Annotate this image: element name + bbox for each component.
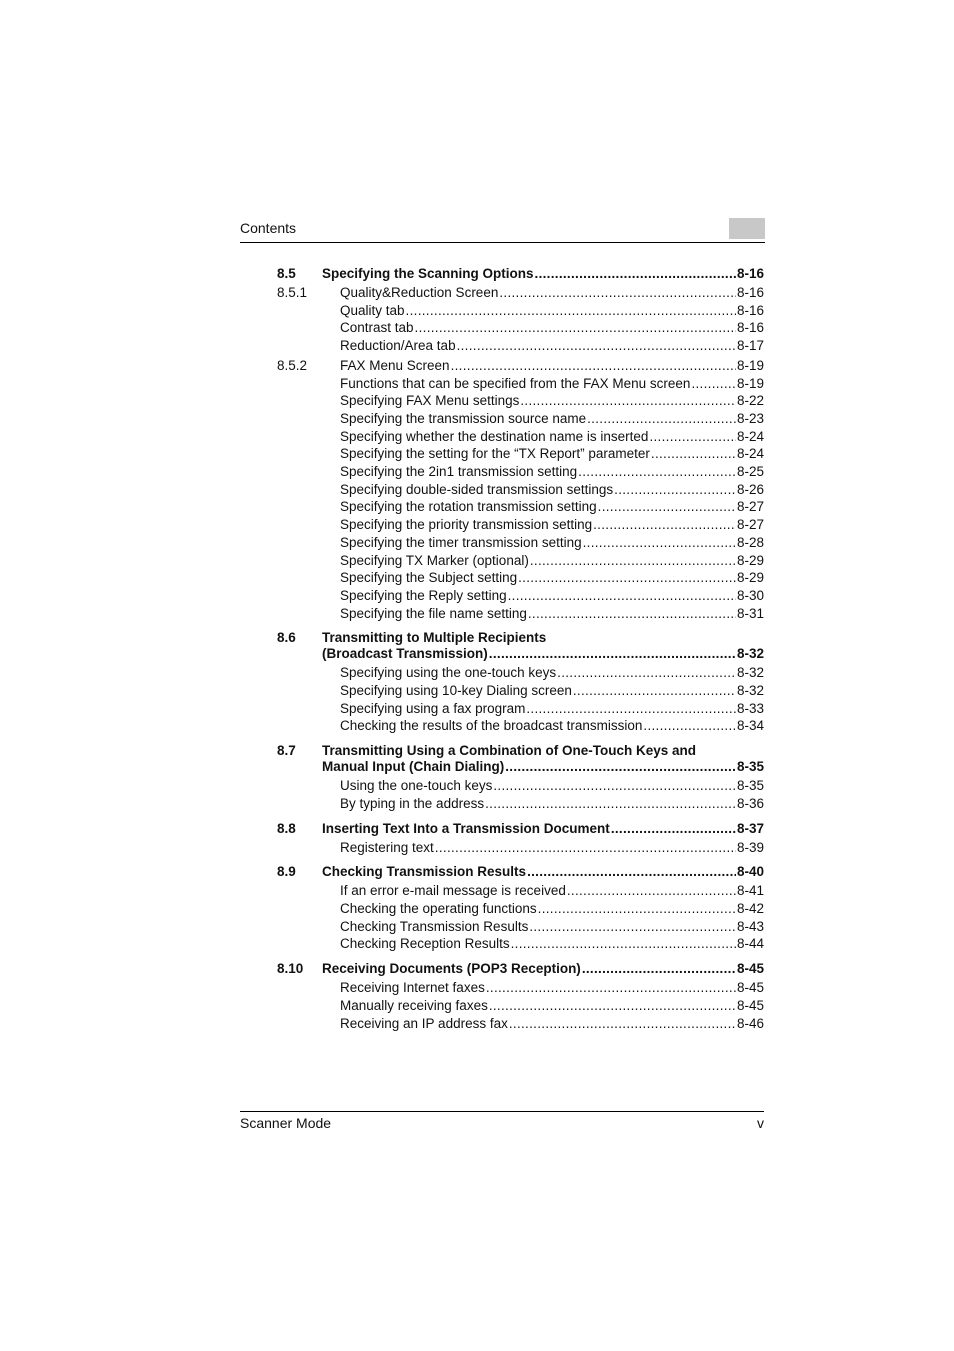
toc-entry-title: Receiving Internet faxes [340, 980, 485, 996]
dot-leader [582, 961, 736, 977]
toc-page-ref: 8-24 [736, 428, 764, 444]
toc-page-ref: 8-24 [736, 446, 764, 462]
dot-leader [485, 795, 736, 813]
toc-subsection [277, 777, 764, 812]
toc-section [277, 821, 764, 857]
toc-section-title-line: Transmitting Using a Combination of One-Touch Keys and [322, 743, 697, 759]
dot-leader [598, 498, 736, 516]
toc-page-ref: 8-17 [736, 338, 764, 354]
toc-entry[interactable] [340, 319, 764, 337]
toc-entry-title: Specifying the setting for the “TX Report” parameter [340, 446, 650, 462]
toc-entry[interactable] [340, 882, 764, 900]
toc-page-ref: 8-32 [736, 683, 764, 699]
dot-leader [530, 552, 736, 570]
dot-leader [499, 284, 736, 302]
toc-page-ref: 8-45 [736, 980, 764, 996]
toc-entry[interactable] [340, 1015, 764, 1033]
toc-page-ref: 8-16 [736, 266, 764, 281]
toc-page-ref: 8-28 [736, 534, 764, 550]
toc-entry-title: Specifying using the one-touch keys [340, 665, 557, 681]
toc-section [277, 743, 764, 812]
toc-entry[interactable] [340, 498, 764, 516]
toc-entry-title: Contrast tab [340, 320, 414, 336]
toc-entry[interactable] [340, 569, 764, 587]
toc-entry-title: Registering text [340, 839, 434, 855]
toc-section-title: Specifying the Scanning Options [322, 266, 534, 281]
dot-leader [435, 839, 736, 857]
dot-leader [649, 428, 736, 446]
toc-entry-title: Specifying the Reply setting [340, 587, 507, 603]
toc-entry-title: Specifying the 2in1 transmission setting [340, 464, 578, 480]
toc-page-ref: 8-42 [736, 900, 764, 916]
toc-page-ref: 8-19 [736, 375, 764, 391]
toc-page-ref: 8-46 [736, 1015, 764, 1031]
table-of-contents [277, 266, 764, 1040]
toc-page-ref: 8-26 [736, 481, 764, 497]
dot-leader [538, 900, 736, 918]
toc-entry-title: Receiving an IP address fax [340, 1015, 508, 1031]
running-footer-title: Scanner Mode [240, 1115, 332, 1131]
toc-entry-title: Specifying the transmission source name [340, 410, 587, 426]
dot-leader [457, 337, 736, 355]
dot-leader [527, 864, 736, 880]
toc-entry[interactable] [340, 337, 764, 355]
toc-page-ref: 8-22 [736, 393, 764, 409]
toc-entry[interactable] [340, 410, 764, 428]
toc-entry-title: Specifying FAX Menu settings [340, 393, 520, 409]
toc-page-ref: 8-16 [736, 320, 764, 336]
toc-subsection-number: 8.5.1 [277, 285, 308, 300]
toc-page-ref: 8-23 [736, 410, 764, 426]
toc-entry[interactable] [340, 357, 764, 375]
toc-page-ref: 8-29 [736, 552, 764, 568]
toc-entry-title: Reduction/Area tab [340, 338, 456, 354]
header-rule [240, 242, 765, 243]
toc-entry-title: FAX Menu Screen [340, 357, 450, 373]
toc-section-title: Manual Input (Chain Dialing) [322, 759, 505, 775]
toc-entry[interactable] [340, 918, 764, 936]
toc-entry[interactable] [340, 428, 764, 446]
toc-section-title: (Broadcast Transmission) [322, 646, 488, 662]
toc-page-ref: 8-34 [736, 718, 764, 734]
toc-entry[interactable] [340, 605, 764, 623]
toc-section-number: 8.10 [277, 961, 304, 977]
toc-entry[interactable] [340, 587, 764, 605]
toc-page-ref: 8-29 [736, 570, 764, 586]
toc-page-ref: 8-41 [736, 883, 764, 899]
toc-page-ref: 8-35 [736, 778, 764, 794]
toc-entry[interactable] [340, 302, 764, 320]
toc-page-ref: 8-32 [736, 646, 764, 662]
toc-section [277, 961, 764, 1032]
toc-entry[interactable] [340, 463, 764, 481]
toc-section-heading[interactable] [277, 630, 764, 662]
toc-section-title-line: Transmitting to Multiple Recipients [322, 630, 547, 646]
running-header-title: Contents [240, 220, 297, 236]
page-number: v [757, 1115, 764, 1131]
toc-entry[interactable] [340, 534, 764, 552]
toc-page-ref: 8-30 [736, 587, 764, 603]
toc-entry-title: Specifying whether the destination name is inserted [340, 428, 649, 444]
toc-section-title: Inserting Text Into a Transmission Document [322, 820, 610, 836]
toc-page-ref: 8-25 [736, 464, 764, 480]
toc-subsection [277, 664, 764, 735]
dot-leader [526, 700, 736, 718]
toc-section-heading[interactable] [277, 961, 764, 977]
toc-page-ref: 8-33 [736, 700, 764, 716]
toc-page-ref: 8-27 [736, 499, 764, 515]
dot-leader [587, 410, 736, 428]
dot-leader [493, 777, 736, 795]
dot-leader [505, 759, 736, 775]
toc-entry[interactable] [340, 375, 764, 393]
toc-page-ref: 8-32 [736, 665, 764, 681]
toc-entry-title: Specifying the rotation transmission setting [340, 499, 597, 515]
toc-entry[interactable] [340, 284, 764, 302]
toc-subsection [277, 284, 764, 355]
dot-leader [489, 997, 736, 1015]
toc-entry[interactable] [340, 795, 764, 813]
toc-entry[interactable] [340, 664, 764, 682]
dot-leader [451, 357, 736, 375]
dot-leader [567, 882, 736, 900]
toc-subsection [277, 357, 764, 623]
header-tab-marker [729, 218, 765, 239]
toc-entry[interactable] [340, 900, 764, 918]
dot-leader [557, 664, 736, 682]
toc-entry-title: Specifying double-sided transmission settings [340, 481, 614, 497]
dot-leader [509, 1015, 736, 1033]
toc-entry[interactable] [340, 777, 764, 795]
toc-subsection [277, 882, 764, 953]
toc-section-title: Checking Transmission Results [322, 864, 527, 880]
dot-leader [611, 821, 736, 837]
toc-entry[interactable] [340, 445, 764, 463]
dot-leader [508, 587, 736, 605]
toc-entry[interactable] [340, 700, 764, 718]
toc-entry-title: Specifying the priority transmission setting [340, 517, 593, 533]
toc-entry-title: Manually receiving faxes [340, 997, 488, 1013]
dot-leader [406, 302, 736, 320]
toc-page-ref: 8-45 [736, 961, 764, 977]
toc-section-heading[interactable] [277, 743, 764, 775]
dot-leader [643, 717, 736, 735]
toc-entry[interactable] [340, 682, 764, 700]
toc-entry-title: If an error e-mail message is received [340, 883, 566, 899]
toc-entry-title: Functions that can be specified from the FAX Menu screen [340, 375, 691, 391]
toc-entry-title: Checking Reception Results [340, 936, 510, 952]
toc-entry-title: Specifying the Subject setting [340, 570, 518, 586]
dot-leader [578, 463, 736, 481]
toc-section-number: 8.7 [277, 743, 296, 759]
toc-page-ref: 8-37 [736, 820, 764, 836]
toc-section [277, 630, 764, 735]
toc-page-ref: 8-16 [736, 285, 764, 300]
toc-page-ref: 8-43 [736, 918, 764, 934]
toc-entry-title: Specifying using 10-key Dialing screen [340, 683, 572, 699]
dot-leader [520, 392, 736, 410]
toc-entry-title: By typing in the address [340, 795, 485, 811]
toc-page-ref: 8-35 [736, 759, 764, 775]
dot-leader [529, 918, 736, 936]
toc-entry-title: Checking Transmission Results [340, 918, 529, 934]
dot-leader [573, 682, 736, 700]
dot-leader [511, 935, 736, 953]
toc-section-number: 8.9 [277, 864, 296, 880]
dot-leader [614, 481, 736, 499]
toc-entry-title: Checking the operating functions [340, 900, 537, 916]
dot-leader [415, 319, 736, 337]
toc-entry[interactable] [340, 839, 764, 857]
toc-entry-title: Specifying the file name setting [340, 605, 527, 621]
toc-section-number: 8.8 [277, 820, 296, 836]
toc-section-heading[interactable] [277, 266, 764, 282]
dot-leader [486, 979, 736, 997]
footer-rule [240, 1111, 764, 1112]
toc-section-heading[interactable] [277, 864, 764, 880]
toc-entry-title: Checking the results of the broadcast transmission [340, 718, 643, 734]
toc-section [277, 864, 764, 953]
toc-entry[interactable] [340, 392, 764, 410]
dot-leader [593, 516, 736, 534]
toc-entry-title: Using the one-touch keys [340, 778, 493, 794]
toc-entry-title: Specifying TX Marker (optional) [340, 552, 529, 568]
dot-leader [518, 569, 736, 587]
toc-entry[interactable] [340, 717, 764, 735]
dot-leader [489, 646, 736, 662]
toc-entry-title: Specifying using a fax program [340, 700, 526, 716]
dot-leader [691, 375, 736, 393]
toc-page-ref: 8-45 [736, 997, 764, 1013]
toc-section-title: Receiving Documents (POP3 Reception) [322, 961, 581, 977]
toc-page-ref: 8-16 [736, 302, 764, 318]
toc-entry[interactable] [340, 979, 764, 997]
toc-entry[interactable] [340, 997, 764, 1015]
toc-page-ref: 8-31 [736, 605, 764, 621]
dot-leader [535, 266, 736, 282]
toc-subsection-number: 8.5.2 [277, 357, 308, 373]
toc-entry[interactable] [340, 481, 764, 499]
toc-section-number: 8.6 [277, 630, 296, 646]
dot-leader [528, 605, 736, 623]
toc-entry-title: Quality&Reduction Screen [340, 285, 499, 300]
toc-page-ref: 8-27 [736, 517, 764, 533]
toc-page-ref: 8-36 [736, 795, 764, 811]
toc-subsection [277, 839, 764, 857]
toc-entry[interactable] [340, 935, 764, 953]
toc-section [277, 266, 764, 622]
toc-section-heading[interactable] [277, 821, 764, 837]
toc-page-ref: 8-44 [736, 936, 764, 952]
dot-leader [651, 445, 736, 463]
toc-entry-title: Quality tab [340, 302, 405, 318]
toc-entry[interactable] [340, 516, 764, 534]
dot-leader [583, 534, 736, 552]
toc-subsection [277, 979, 764, 1032]
toc-section-number: 8.5 [277, 266, 296, 281]
toc-page-ref: 8-19 [736, 357, 764, 373]
toc-page-ref: 8-40 [736, 864, 764, 880]
toc-entry[interactable] [340, 552, 764, 570]
toc-entry-title: Specifying the timer transmission setting [340, 534, 582, 550]
toc-page-ref: 8-39 [736, 839, 764, 855]
